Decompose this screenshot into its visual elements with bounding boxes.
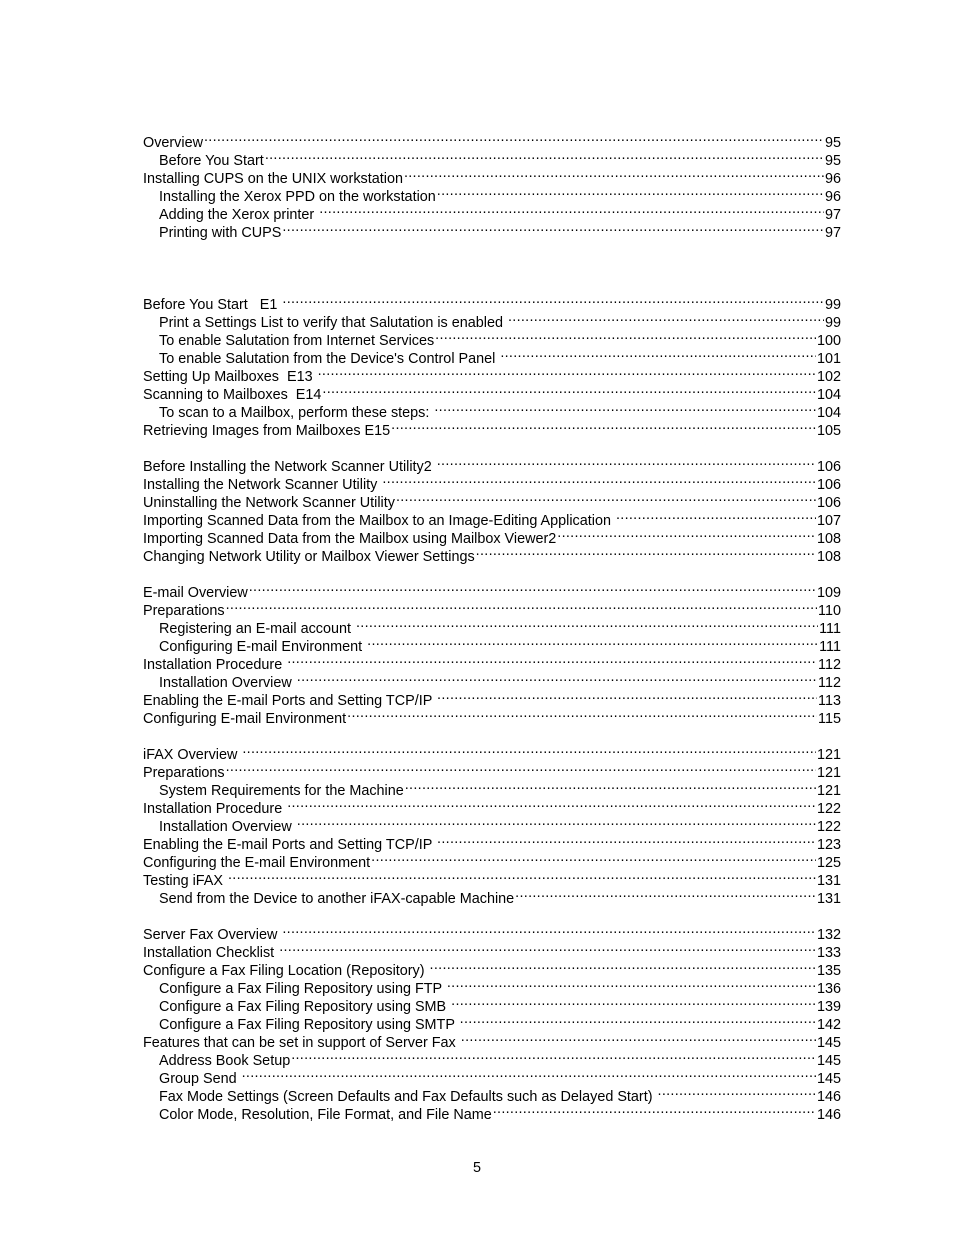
toc-entry-title: Enabling the E-mail Ports and Setting TCP/IP (143, 837, 437, 853)
toc-entry-title: Group Send (159, 1071, 241, 1087)
toc-entry-title: Configure a Fax Filing Repository using SMTP (159, 1017, 459, 1033)
toc-entry-title: Preparations (143, 603, 225, 619)
toc-entry-title: Configuring the E-mail Environment (143, 855, 371, 871)
toc-entry[interactable] (143, 597, 841, 619)
toc-entry-title: To enable Salutation from the Device's Control Panel (159, 351, 500, 367)
toc-entry-page: 121 (816, 783, 841, 799)
toc-entry-page: 139 (816, 999, 841, 1015)
toc-entry[interactable] (143, 453, 841, 475)
toc-entry-page: 145 (816, 1035, 841, 1051)
toc-entry[interactable] (143, 579, 841, 601)
toc-entry[interactable] (143, 867, 841, 889)
dot-leader (451, 993, 816, 1011)
dot-leader (297, 669, 817, 687)
dot-leader (226, 597, 817, 615)
toc-entry-title: Before Installing the Network Scanner Utility2 (143, 459, 436, 475)
dot-leader (557, 525, 816, 543)
toc-entry-title: Importing Scanned Data from the Mailbox to an Image-Editing Application (143, 513, 615, 529)
toc-entry-title: Printing with CUPS (159, 225, 282, 241)
dot-leader (318, 363, 816, 381)
toc-entry[interactable] (143, 129, 841, 151)
toc-entry-page: 121 (816, 747, 841, 763)
toc-entry-page: 142 (816, 1017, 841, 1033)
toc-entry-page: 122 (816, 819, 841, 835)
dot-leader (391, 417, 816, 435)
dot-leader (382, 471, 816, 489)
toc-section (143, 129, 841, 241)
dot-leader (204, 129, 824, 147)
toc-entry-page: 97 (824, 225, 841, 241)
dot-leader (435, 327, 816, 345)
toc-entry-page: 96 (824, 171, 841, 187)
toc-entry-page: 136 (816, 981, 841, 997)
dot-leader (476, 543, 816, 561)
toc-entry-page: 106 (816, 495, 841, 511)
dot-leader (347, 705, 817, 723)
toc-entry-page: 113 (818, 693, 841, 709)
toc-entry-page: 101 (816, 351, 841, 367)
toc-entry-title: Uninstalling the Network Scanner Utility (143, 495, 395, 511)
toc-section (143, 741, 841, 907)
toc-entry-page: 105 (816, 423, 841, 439)
toc-entry-title: Configure a Fax Filing Repository using FTP (159, 981, 446, 997)
dot-leader (437, 183, 824, 201)
toc-entry-title: Installation Overview (159, 819, 296, 835)
dot-leader (437, 831, 816, 849)
dot-leader (460, 1011, 816, 1029)
toc-entry-page: 111 (819, 639, 841, 655)
dot-leader (493, 1101, 816, 1119)
toc-entry-title: Configuring E-mail Environment (159, 639, 367, 655)
toc-entry-page: 146 (816, 1107, 841, 1123)
toc-entry[interactable] (143, 615, 841, 637)
toc-entry-page: 102 (816, 369, 841, 385)
toc-entry-title: Address Book Setup (159, 1053, 291, 1069)
toc-entry-page: 133 (816, 945, 841, 961)
toc-entry[interactable] (143, 759, 841, 781)
table-of-contents (143, 129, 841, 1123)
toc-entry[interactable] (143, 921, 841, 943)
toc-entry-page: 108 (816, 549, 841, 565)
toc-entry[interactable] (143, 885, 841, 907)
dot-leader (371, 849, 816, 867)
toc-entry-title: Preparations (143, 765, 225, 781)
toc-entry-page: 112 (818, 657, 841, 673)
toc-entry-page: 125 (816, 855, 841, 871)
toc-entry-page: 146 (816, 1089, 841, 1105)
toc-entry-page: 135 (816, 963, 841, 979)
dot-leader (265, 147, 824, 165)
dot-leader (322, 381, 816, 399)
dot-leader (515, 885, 816, 903)
toc-entry-title: Installing the Network Scanner Utility (143, 477, 382, 493)
toc-entry-title: Fax Mode Settings (Screen Defaults and Fax Defaults such as Delayed Start) (159, 1089, 657, 1105)
toc-entry[interactable] (143, 291, 841, 313)
dot-leader (242, 741, 816, 759)
toc-entry-title: Before You Start (159, 153, 264, 169)
toc-entry-page: 145 (816, 1053, 841, 1069)
toc-entry-page: 99 (824, 297, 841, 313)
toc-entry-title: Importing Scanned Data from the Mailbox using Mailbox Viewer2 (143, 531, 557, 547)
toc-entry-page: 123 (816, 837, 841, 853)
toc-entry-page: 107 (816, 513, 841, 529)
toc-entry-title: Testing iFAX (143, 873, 227, 889)
toc-entry-title: Installation Procedure (143, 801, 287, 817)
toc-entry-title: Overview (143, 135, 203, 151)
dot-leader (447, 975, 816, 993)
toc-entry-title: Installation Checklist (143, 945, 279, 961)
dot-leader (242, 1065, 816, 1083)
dot-leader (404, 165, 824, 183)
toc-entry-page: 100 (816, 333, 841, 349)
toc-entry-page: 131 (816, 891, 841, 907)
toc-entry-title: Configuring E-mail Environment (143, 711, 347, 727)
toc-entry-page: 145 (816, 1071, 841, 1087)
toc-entry-page: 115 (818, 711, 841, 727)
toc-entry-page: 99 (824, 315, 841, 331)
dot-leader (297, 813, 816, 831)
toc-entry-page: 109 (816, 585, 841, 601)
toc-entry-title: Changing Network Utility or Mailbox Viewer Settings (143, 549, 475, 565)
toc-entry-title: Configure a Fax Filing Location (Repository) (143, 963, 429, 979)
dot-leader (367, 633, 818, 651)
toc-entry-title: Configure a Fax Filing Repository using SMB (159, 999, 451, 1015)
toc-entry-page: 97 (824, 207, 841, 223)
dot-leader (405, 777, 816, 795)
dot-leader (434, 399, 816, 417)
toc-entry-page: 106 (816, 477, 841, 493)
toc-entry[interactable] (143, 1065, 841, 1087)
toc-entry-page: 106 (816, 459, 841, 475)
toc-entry[interactable] (143, 147, 841, 169)
toc-entry[interactable] (143, 777, 841, 799)
toc-entry-title: Setting Up Mailboxes E13 (143, 369, 317, 385)
toc-entry[interactable] (143, 741, 841, 763)
toc-entry-page: 110 (818, 603, 841, 619)
toc-entry-title: Scanning to Mailboxes E14 (143, 387, 322, 403)
toc-section (143, 291, 841, 439)
toc-entry-title: Print a Settings List to verify that Salutation is enabled (159, 315, 507, 331)
dot-leader (228, 867, 816, 885)
dot-leader (319, 201, 824, 219)
dot-leader (396, 489, 816, 507)
toc-entry-title: Color Mode, Resolution, File Format, and File Name (159, 1107, 492, 1123)
toc-section (143, 579, 841, 727)
dot-leader (616, 507, 816, 525)
toc-section (143, 921, 841, 1123)
dot-leader (430, 957, 816, 975)
toc-entry-page: 95 (824, 135, 841, 151)
dot-leader (437, 453, 816, 471)
toc-entry[interactable] (143, 1083, 841, 1105)
dot-leader (287, 651, 817, 669)
toc-entry-page: 104 (816, 387, 841, 403)
toc-entry-page: 95 (824, 153, 841, 169)
toc-entry-title: iFAX Overview (143, 747, 242, 763)
dot-leader (291, 1047, 816, 1065)
dot-leader (508, 309, 824, 327)
toc-entry-title: To enable Salutation from Internet Services (159, 333, 435, 349)
page-number: 5 (472, 1160, 481, 1176)
dot-leader (279, 939, 816, 957)
dot-leader (461, 1029, 816, 1047)
dot-leader (282, 291, 824, 309)
toc-entry-title: Retrieving Images from Mailboxes E15 (143, 423, 391, 439)
toc-entry-title: Registering an E-mail account (159, 621, 355, 637)
toc-entry-page: 96 (824, 189, 841, 205)
toc-entry-page: 112 (818, 675, 841, 691)
dot-leader (287, 795, 816, 813)
dot-leader (356, 615, 818, 633)
toc-entry-title: Installation Procedure (143, 657, 287, 673)
dot-leader (282, 921, 816, 939)
toc-entry-title: E-mail Overview (143, 585, 248, 601)
toc-entry-title: Installing the Xerox PPD on the workstation (159, 189, 436, 205)
toc-entry-page: 111 (819, 621, 841, 637)
dot-leader (282, 219, 824, 237)
toc-entry-title: Before You Start E1 (143, 297, 282, 313)
toc-entry-title: To scan to a Mailbox, perform these steps: (159, 405, 434, 421)
toc-entry-page: 104 (816, 405, 841, 421)
toc-entry-title: Features that can be set in support of Server Fax (143, 1035, 460, 1051)
toc-entry-page: 108 (816, 531, 841, 547)
dot-leader (500, 345, 816, 363)
toc-entry-page: 121 (816, 765, 841, 781)
dot-leader (249, 579, 816, 597)
toc-entry-title: Installation Overview (159, 675, 296, 691)
dot-leader (658, 1083, 816, 1101)
toc-entry-page: 132 (816, 927, 841, 943)
toc-entry-title: System Requirements for the Machine (159, 783, 404, 799)
toc-entry-title: Send from the Device to another iFAX-capable Machine (159, 891, 515, 907)
toc-entry-title: Installing CUPS on the UNIX workstation (143, 171, 403, 187)
dot-leader (437, 687, 817, 705)
toc-entry-title: Adding the Xerox printer (159, 207, 319, 223)
toc-entry-title: Enabling the E-mail Ports and Setting TCP/IP (143, 693, 437, 709)
toc-section (143, 453, 841, 565)
toc-entry-page: 131 (816, 873, 841, 889)
toc-entry-title: Server Fax Overview (143, 927, 282, 943)
dot-leader (226, 759, 816, 777)
toc-entry-page: 122 (816, 801, 841, 817)
